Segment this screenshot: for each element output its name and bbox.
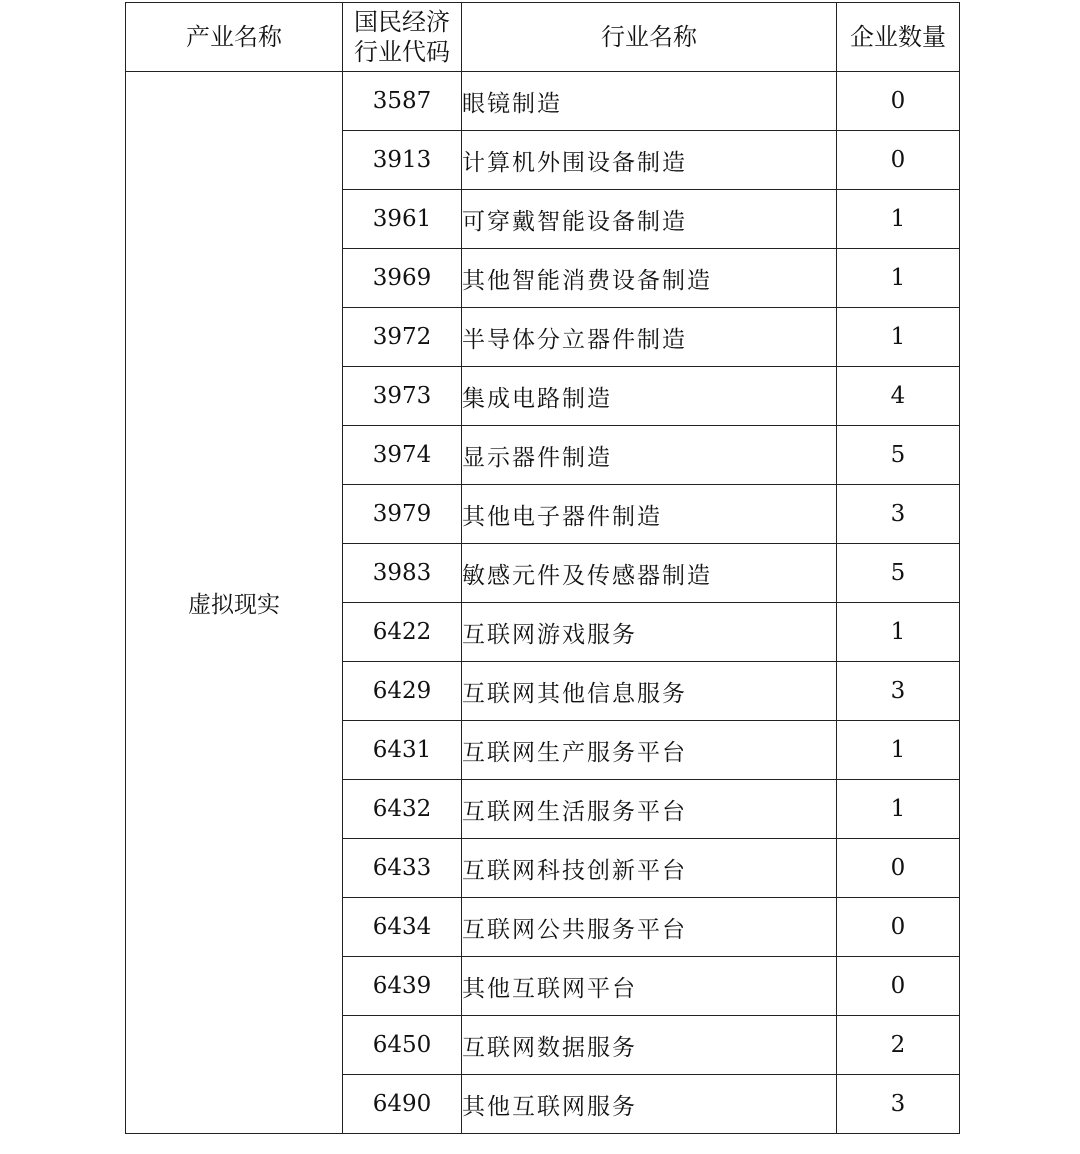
sector-name-cell: 互联网生产服务平台 bbox=[462, 721, 837, 780]
enterprise-count-cell: 2 bbox=[837, 1016, 960, 1075]
enterprise-count-cell: 1 bbox=[837, 249, 960, 308]
industry-code-cell: 3974 bbox=[343, 426, 462, 485]
table-row bbox=[126, 72, 960, 131]
sector-name-cell: 计算机外围设备制造 bbox=[462, 131, 837, 190]
industry-code-cell: 6433 bbox=[343, 839, 462, 898]
table-body bbox=[126, 72, 960, 1134]
enterprise-count-cell: 4 bbox=[837, 367, 960, 426]
enterprise-count-cell: 3 bbox=[837, 485, 960, 544]
sector-name-cell: 互联网生活服务平台 bbox=[462, 780, 837, 839]
industry-code-cell: 3913 bbox=[343, 131, 462, 190]
sector-name-cell: 其他互联网平台 bbox=[462, 957, 837, 1016]
sector-name-cell: 敏感元件及传感器制造 bbox=[462, 544, 837, 603]
enterprise-count-cell: 1 bbox=[837, 780, 960, 839]
industry-code-cell: 3587 bbox=[343, 72, 462, 131]
sector-name-cell: 眼镜制造 bbox=[462, 72, 837, 131]
enterprise-count-cell: 0 bbox=[837, 898, 960, 957]
industry-name-cell: 虚拟现实 bbox=[126, 72, 343, 1134]
industry-code-cell: 6422 bbox=[343, 603, 462, 662]
sector-name-cell: 互联网公共服务平台 bbox=[462, 898, 837, 957]
industry-code-cell: 3979 bbox=[343, 485, 462, 544]
sector-name-cell: 互联网科技创新平台 bbox=[462, 839, 837, 898]
header-industry-name: 产业名称 bbox=[126, 3, 343, 72]
industry-table bbox=[125, 2, 960, 1134]
industry-code-cell: 3969 bbox=[343, 249, 462, 308]
sector-name-cell: 半导体分立器件制造 bbox=[462, 308, 837, 367]
enterprise-count-cell: 0 bbox=[837, 839, 960, 898]
industry-code-cell: 6434 bbox=[343, 898, 462, 957]
sector-name-cell: 显示器件制造 bbox=[462, 426, 837, 485]
industry-code-cell: 6490 bbox=[343, 1075, 462, 1134]
sector-name-cell: 互联网数据服务 bbox=[462, 1016, 837, 1075]
industry-code-cell: 3961 bbox=[343, 190, 462, 249]
enterprise-count-cell: 5 bbox=[837, 426, 960, 485]
enterprise-count-cell: 3 bbox=[837, 1075, 960, 1134]
header-code-line2: 行业代码 bbox=[354, 38, 450, 66]
enterprise-count-cell: 0 bbox=[837, 131, 960, 190]
enterprise-count-cell: 1 bbox=[837, 308, 960, 367]
sector-name-cell: 其他互联网服务 bbox=[462, 1075, 837, 1134]
enterprise-count-cell: 1 bbox=[837, 190, 960, 249]
enterprise-count-cell: 0 bbox=[837, 72, 960, 131]
sector-name-cell: 集成电路制造 bbox=[462, 367, 837, 426]
industry-code-cell: 6439 bbox=[343, 957, 462, 1016]
enterprise-count-cell: 5 bbox=[837, 544, 960, 603]
enterprise-count-cell: 3 bbox=[837, 662, 960, 721]
table-header bbox=[126, 3, 960, 72]
sector-name-cell: 互联网其他信息服务 bbox=[462, 662, 837, 721]
industry-code-cell: 3972 bbox=[343, 308, 462, 367]
industry-code-cell: 3973 bbox=[343, 367, 462, 426]
enterprise-count-cell: 1 bbox=[837, 721, 960, 780]
header-code-line1: 国民经济 bbox=[354, 8, 450, 36]
industry-code-cell: 6431 bbox=[343, 721, 462, 780]
enterprise-count-cell: 0 bbox=[837, 957, 960, 1016]
industry-code-cell: 6429 bbox=[343, 662, 462, 721]
header-sector-name: 行业名称 bbox=[462, 3, 837, 72]
header-industry-code bbox=[343, 3, 462, 72]
enterprise-count-cell: 1 bbox=[837, 603, 960, 662]
header-enterprise-count: 企业数量 bbox=[837, 3, 960, 72]
sector-name-cell: 互联网游戏服务 bbox=[462, 603, 837, 662]
sector-name-cell: 可穿戴智能设备制造 bbox=[462, 190, 837, 249]
industry-code-cell: 6432 bbox=[343, 780, 462, 839]
header-row bbox=[126, 3, 960, 72]
industry-code-cell: 6450 bbox=[343, 1016, 462, 1075]
sector-name-cell: 其他智能消费设备制造 bbox=[462, 249, 837, 308]
sector-name-cell: 其他电子器件制造 bbox=[462, 485, 837, 544]
industry-code-cell: 3983 bbox=[343, 544, 462, 603]
